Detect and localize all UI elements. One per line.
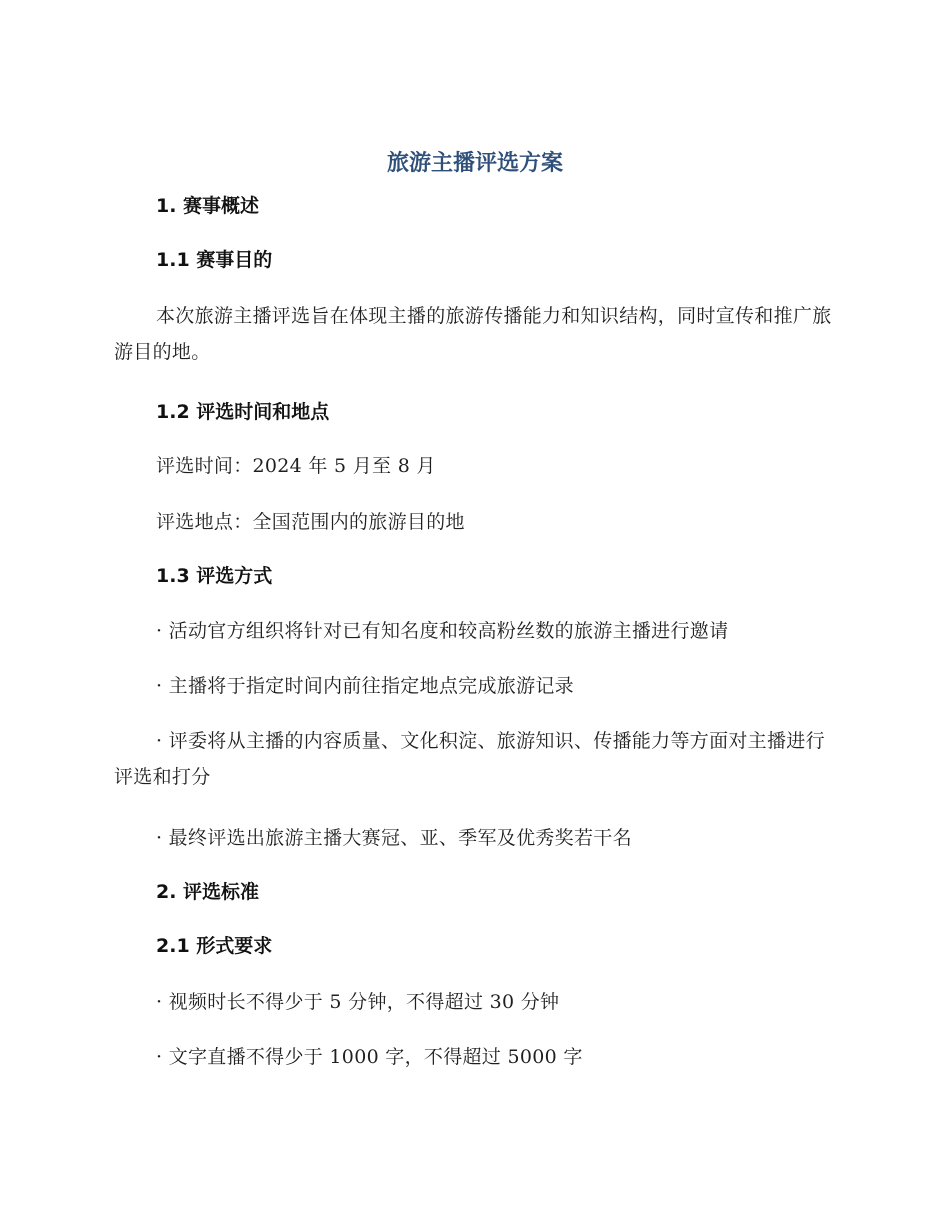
page-title: 旅游主播评选方案 — [386, 151, 563, 176]
paragraph-time: 评选时间：2024 年 5 月至 8 月 — [156, 455, 436, 477]
list-item-awards: · 最终评选出旅游主播大赛冠、亚、季军及优秀奖若干名 — [156, 827, 632, 849]
section-heading-2: 2. 评选标准 — [156, 881, 260, 903]
list-item-video-length: · 视频时长不得少于 5 分钟，不得超过 30 分钟 — [156, 991, 560, 1013]
list-item-record: · 主播将于指定时间内前往指定地点完成旅游记录 — [156, 675, 574, 697]
section-heading-2-1: 2.1 形式要求 — [156, 935, 273, 957]
list-item-judging: · 评委将从主播的内容质量、文化积淀、旅游知识、传播能力等方面对主播进行评选和打分 — [114, 730, 825, 788]
section-heading-1-2: 1.2 评选时间和地点 — [156, 401, 330, 423]
section-heading-1-3: 1.3 评选方式 — [156, 565, 273, 587]
paragraph-place: 评选地点：全国范围内的旅游目的地 — [156, 511, 465, 533]
paragraph-purpose: 本次旅游主播评选旨在体现主播的旅游传播能力和知识结构，同时宣传和推广旅游目的地。 — [114, 305, 832, 363]
section-heading-1: 1. 赛事概述 — [156, 195, 260, 217]
section-heading-1-1: 1.1 赛事目的 — [156, 249, 273, 271]
list-item-text-length: · 文字直播不得少于 1000 字，不得超过 5000 字 — [156, 1046, 583, 1068]
list-item-invite: · 活动官方组织将针对已有知名度和较高粉丝数的旅游主播进行邀请 — [156, 620, 729, 642]
